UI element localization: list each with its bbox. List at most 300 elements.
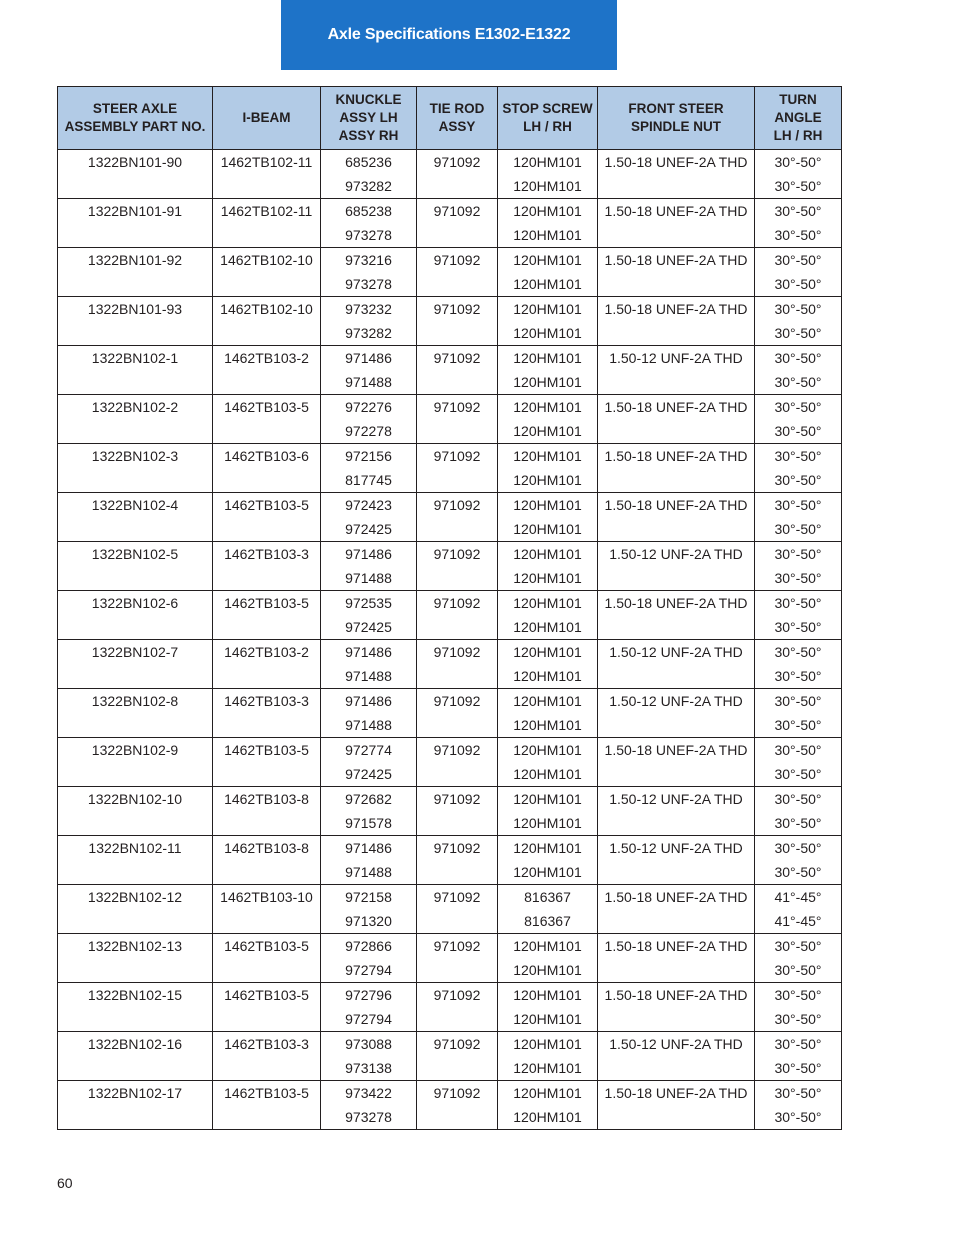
cell-stop-screw-rh: 120HM101 xyxy=(498,566,598,591)
cell-ibeam-blank xyxy=(213,664,321,689)
cell-part-no-blank xyxy=(58,370,213,395)
cell-ibeam: 1462TB103-5 xyxy=(213,395,321,420)
cell-turn-angle-lh: 30°-50° xyxy=(755,934,842,959)
cell-ibeam: 1462TB102-10 xyxy=(213,248,321,273)
cell-tie-rod: 971092 xyxy=(417,346,498,371)
cell-turn-angle-lh: 30°-50° xyxy=(755,689,842,714)
cell-tie-rod: 971092 xyxy=(417,395,498,420)
cell-tie-rod-blank xyxy=(417,517,498,542)
header-line: KNUCKLE xyxy=(335,92,402,107)
table-row xyxy=(58,493,842,518)
cell-part-no-blank xyxy=(58,615,213,640)
cell-stop-screw-lh: 120HM101 xyxy=(498,983,598,1008)
cell-ibeam-blank xyxy=(213,174,321,199)
header-ibeam xyxy=(213,87,321,150)
table-row xyxy=(58,297,842,322)
cell-tie-rod: 971092 xyxy=(417,885,498,910)
table-row xyxy=(58,1032,842,1057)
cell-spindle-nut: 1.50-18 UNEF-2A THD xyxy=(598,444,755,469)
cell-turn-angle-lh: 30°-50° xyxy=(755,836,842,861)
cell-tie-rod: 971092 xyxy=(417,934,498,959)
cell-tie-rod: 971092 xyxy=(417,199,498,224)
cell-stop-screw-lh: 120HM101 xyxy=(498,787,598,812)
header-line: ASSY xyxy=(438,119,476,134)
table-row xyxy=(58,248,842,273)
cell-stop-screw-lh: 120HM101 xyxy=(498,444,598,469)
header-line: I-BEAM xyxy=(242,110,291,125)
cell-part-no: 1322BN101-90 xyxy=(58,150,213,175)
cell-ibeam-blank xyxy=(213,370,321,395)
cell-turn-angle-rh: 30°-50° xyxy=(755,272,842,297)
cell-stop-screw-lh: 120HM101 xyxy=(498,640,598,665)
table-row xyxy=(58,640,842,665)
cell-tie-rod: 971092 xyxy=(417,983,498,1008)
cell-turn-angle-lh: 30°-50° xyxy=(755,1032,842,1057)
cell-part-no-blank xyxy=(58,517,213,542)
cell-knuckle-lh: 685238 xyxy=(321,199,417,224)
cell-turn-angle-rh: 30°-50° xyxy=(755,419,842,444)
table-row xyxy=(58,321,842,346)
cell-tie-rod-blank xyxy=(417,1007,498,1032)
cell-knuckle-lh: 973232 xyxy=(321,297,417,322)
cell-tie-rod: 971092 xyxy=(417,1081,498,1106)
cell-turn-angle-lh: 41°-45° xyxy=(755,885,842,910)
cell-turn-angle-rh: 30°-50° xyxy=(755,1105,842,1130)
table-row xyxy=(58,272,842,297)
cell-spindle-nut: 1.50-18 UNEF-2A THD xyxy=(598,983,755,1008)
cell-ibeam: 1462TB102-11 xyxy=(213,150,321,175)
page-number: 60 xyxy=(57,1175,73,1191)
cell-spindle-nut: 1.50-12 UNF-2A THD xyxy=(598,689,755,714)
table-row xyxy=(58,787,842,812)
table-row xyxy=(58,444,842,469)
cell-turn-angle-rh: 41°-45° xyxy=(755,909,842,934)
cell-ibeam-blank xyxy=(213,321,321,346)
cell-tie-rod-blank xyxy=(417,762,498,787)
cell-spindle-nut: 1.50-18 UNEF-2A THD xyxy=(598,297,755,322)
cell-part-no: 1322BN102-10 xyxy=(58,787,213,812)
cell-part-no: 1322BN102-7 xyxy=(58,640,213,665)
cell-ibeam: 1462TB103-3 xyxy=(213,1032,321,1057)
cell-knuckle-rh: 972278 xyxy=(321,419,417,444)
cell-knuckle-rh: 973282 xyxy=(321,321,417,346)
cell-tie-rod: 971092 xyxy=(417,493,498,518)
cell-stop-screw-rh: 120HM101 xyxy=(498,517,598,542)
cell-stop-screw-lh: 120HM101 xyxy=(498,836,598,861)
table-row xyxy=(58,1056,842,1081)
cell-spindle-nut: 1.50-12 UNF-2A THD xyxy=(598,787,755,812)
cell-knuckle-lh: 972796 xyxy=(321,983,417,1008)
cell-ibeam-blank xyxy=(213,419,321,444)
header-turn-angle xyxy=(755,87,842,150)
header-line: ASSY RH xyxy=(338,128,399,143)
cell-stop-screw-lh: 120HM101 xyxy=(498,1081,598,1106)
cell-stop-screw-rh: 120HM101 xyxy=(498,615,598,640)
cell-stop-screw-lh: 120HM101 xyxy=(498,934,598,959)
cell-knuckle-lh: 972423 xyxy=(321,493,417,518)
cell-part-no: 1322BN102-1 xyxy=(58,346,213,371)
cell-spindle-nut-blank xyxy=(598,1007,755,1032)
cell-knuckle-lh: 685236 xyxy=(321,150,417,175)
cell-ibeam: 1462TB103-5 xyxy=(213,1081,321,1106)
cell-part-no-blank xyxy=(58,811,213,836)
cell-knuckle-lh: 972158 xyxy=(321,885,417,910)
header-tie-rod xyxy=(417,87,498,150)
cell-part-no: 1322BN102-15 xyxy=(58,983,213,1008)
cell-stop-screw-rh: 120HM101 xyxy=(498,370,598,395)
cell-turn-angle-rh: 30°-50° xyxy=(755,517,842,542)
cell-part-no: 1322BN102-5 xyxy=(58,542,213,567)
header-line: STEER AXLE xyxy=(92,101,178,116)
cell-tie-rod-blank xyxy=(417,272,498,297)
cell-turn-angle-lh: 30°-50° xyxy=(755,542,842,567)
cell-turn-angle-rh: 30°-50° xyxy=(755,1007,842,1032)
cell-stop-screw-rh: 120HM101 xyxy=(498,860,598,885)
cell-part-no: 1322BN101-93 xyxy=(58,297,213,322)
cell-part-no-blank xyxy=(58,1105,213,1130)
cell-ibeam-blank xyxy=(213,566,321,591)
cell-spindle-nut-blank xyxy=(598,762,755,787)
cell-turn-angle-lh: 30°-50° xyxy=(755,248,842,273)
cell-knuckle-rh: 971578 xyxy=(321,811,417,836)
cell-tie-rod-blank xyxy=(417,566,498,591)
header-line: TURN xyxy=(779,92,817,107)
cell-stop-screw-lh: 120HM101 xyxy=(498,1032,598,1057)
cell-stop-screw-lh: 120HM101 xyxy=(498,199,598,224)
cell-spindle-nut-blank xyxy=(598,370,755,395)
cell-tie-rod: 971092 xyxy=(417,640,498,665)
cell-turn-angle-lh: 30°-50° xyxy=(755,983,842,1008)
table-row xyxy=(58,591,842,616)
cell-stop-screw-lh: 120HM101 xyxy=(498,395,598,420)
cell-turn-angle-lh: 30°-50° xyxy=(755,395,842,420)
cell-part-no: 1322BN102-12 xyxy=(58,885,213,910)
cell-spindle-nut-blank xyxy=(598,909,755,934)
cell-part-no-blank xyxy=(58,713,213,738)
cell-tie-rod: 971092 xyxy=(417,836,498,861)
cell-knuckle-rh: 971320 xyxy=(321,909,417,934)
cell-tie-rod: 971092 xyxy=(417,1032,498,1057)
header-line: SPINDLE NUT xyxy=(630,119,721,134)
header-line: ANGLE xyxy=(774,110,822,125)
cell-tie-rod-blank xyxy=(417,1105,498,1130)
cell-spindle-nut-blank xyxy=(598,468,755,493)
cell-part-no: 1322BN101-92 xyxy=(58,248,213,273)
cell-ibeam: 1462TB102-10 xyxy=(213,297,321,322)
cell-ibeam-blank xyxy=(213,958,321,983)
cell-spindle-nut: 1.50-12 UNF-2A THD xyxy=(598,836,755,861)
header-line: STOP SCREW xyxy=(502,101,593,116)
cell-stop-screw-rh: 120HM101 xyxy=(498,811,598,836)
cell-knuckle-rh: 973278 xyxy=(321,1105,417,1130)
cell-turn-angle-lh: 30°-50° xyxy=(755,199,842,224)
table-row xyxy=(58,468,842,493)
page-title-banner xyxy=(281,0,617,70)
cell-ibeam-blank xyxy=(213,615,321,640)
cell-part-no: 1322BN102-11 xyxy=(58,836,213,861)
table-row xyxy=(58,223,842,248)
cell-stop-screw-rh: 120HM101 xyxy=(498,762,598,787)
cell-knuckle-rh: 971488 xyxy=(321,860,417,885)
cell-tie-rod-blank xyxy=(417,468,498,493)
cell-turn-angle-lh: 30°-50° xyxy=(755,1081,842,1106)
cell-ibeam-blank xyxy=(213,713,321,738)
cell-spindle-nut: 1.50-18 UNEF-2A THD xyxy=(598,493,755,518)
table-row xyxy=(58,517,842,542)
cell-turn-angle-rh: 30°-50° xyxy=(755,664,842,689)
cell-ibeam: 1462TB102-11 xyxy=(213,199,321,224)
table-row xyxy=(58,909,842,934)
cell-knuckle-rh: 971488 xyxy=(321,566,417,591)
table-row xyxy=(58,346,842,371)
table-row xyxy=(58,542,842,567)
cell-knuckle-rh: 971488 xyxy=(321,713,417,738)
cell-ibeam-blank xyxy=(213,223,321,248)
cell-tie-rod-blank xyxy=(417,223,498,248)
cell-turn-angle-rh: 30°-50° xyxy=(755,468,842,493)
cell-ibeam: 1462TB103-5 xyxy=(213,591,321,616)
cell-tie-rod: 971092 xyxy=(417,248,498,273)
cell-tie-rod: 971092 xyxy=(417,297,498,322)
cell-knuckle-lh: 971486 xyxy=(321,640,417,665)
table-row xyxy=(58,762,842,787)
cell-knuckle-lh: 971486 xyxy=(321,689,417,714)
cell-stop-screw-rh: 120HM101 xyxy=(498,174,598,199)
cell-stop-screw-lh: 120HM101 xyxy=(498,738,598,763)
header-knuckle xyxy=(321,87,417,150)
cell-stop-screw-lh: 120HM101 xyxy=(498,493,598,518)
cell-ibeam-blank xyxy=(213,811,321,836)
cell-knuckle-lh: 971486 xyxy=(321,542,417,567)
cell-tie-rod: 971092 xyxy=(417,591,498,616)
cell-knuckle-lh: 973088 xyxy=(321,1032,417,1057)
cell-part-no-blank xyxy=(58,1007,213,1032)
header-line: FRONT STEER xyxy=(628,101,724,116)
cell-stop-screw-rh: 120HM101 xyxy=(498,419,598,444)
header-line: ASSEMBLY PART NO. xyxy=(64,119,206,134)
cell-spindle-nut-blank xyxy=(598,713,755,738)
cell-turn-angle-rh: 30°-50° xyxy=(755,713,842,738)
header-line: ASSY LH xyxy=(339,110,398,125)
cell-ibeam-blank xyxy=(213,762,321,787)
cell-spindle-nut: 1.50-18 UNEF-2A THD xyxy=(598,1081,755,1106)
cell-turn-angle-rh: 30°-50° xyxy=(755,811,842,836)
table-row xyxy=(58,395,842,420)
cell-spindle-nut-blank xyxy=(598,811,755,836)
cell-spindle-nut: 1.50-12 UNF-2A THD xyxy=(598,346,755,371)
cell-ibeam: 1462TB103-5 xyxy=(213,934,321,959)
cell-knuckle-lh: 972156 xyxy=(321,444,417,469)
cell-ibeam-blank xyxy=(213,1056,321,1081)
cell-turn-angle-lh: 30°-50° xyxy=(755,346,842,371)
cell-spindle-nut-blank xyxy=(598,321,755,346)
cell-knuckle-rh: 971488 xyxy=(321,664,417,689)
cell-part-no: 1322BN102-6 xyxy=(58,591,213,616)
cell-stop-screw-lh: 120HM101 xyxy=(498,542,598,567)
cell-part-no-blank xyxy=(58,1056,213,1081)
cell-turn-angle-rh: 30°-50° xyxy=(755,370,842,395)
cell-part-no-blank xyxy=(58,321,213,346)
cell-part-no-blank xyxy=(58,223,213,248)
table-row xyxy=(58,934,842,959)
table-row xyxy=(58,958,842,983)
page-title: Axle Specifications E1302-E1322 xyxy=(327,26,571,43)
table-row xyxy=(58,150,842,175)
cell-turn-angle-lh: 30°-50° xyxy=(755,787,842,812)
cell-spindle-nut: 1.50-12 UNF-2A THD xyxy=(598,640,755,665)
cell-part-no: 1322BN102-4 xyxy=(58,493,213,518)
cell-knuckle-rh: 972794 xyxy=(321,958,417,983)
cell-part-no-blank xyxy=(58,958,213,983)
cell-stop-screw-rh: 120HM101 xyxy=(498,223,598,248)
cell-ibeam: 1462TB103-5 xyxy=(213,493,321,518)
cell-tie-rod-blank xyxy=(417,909,498,934)
cell-tie-rod: 971092 xyxy=(417,542,498,567)
cell-ibeam: 1462TB103-8 xyxy=(213,787,321,812)
cell-tie-rod: 971092 xyxy=(417,444,498,469)
table-row xyxy=(58,689,842,714)
cell-spindle-nut-blank xyxy=(598,1105,755,1130)
cell-spindle-nut-blank xyxy=(598,1056,755,1081)
cell-turn-angle-lh: 30°-50° xyxy=(755,591,842,616)
table-body xyxy=(58,150,842,1130)
cell-knuckle-rh: 973282 xyxy=(321,174,417,199)
cell-stop-screw-rh: 816367 xyxy=(498,909,598,934)
table-row xyxy=(58,983,842,1008)
cell-part-no-blank xyxy=(58,468,213,493)
cell-spindle-nut-blank xyxy=(598,272,755,297)
table-header-row xyxy=(58,87,842,150)
cell-tie-rod: 971092 xyxy=(417,738,498,763)
cell-part-no: 1322BN102-8 xyxy=(58,689,213,714)
cell-ibeam-blank xyxy=(213,909,321,934)
cell-turn-angle-rh: 30°-50° xyxy=(755,174,842,199)
cell-spindle-nut: 1.50-18 UNEF-2A THD xyxy=(598,199,755,224)
cell-spindle-nut: 1.50-12 UNF-2A THD xyxy=(598,1032,755,1057)
cell-turn-angle-lh: 30°-50° xyxy=(755,444,842,469)
cell-tie-rod-blank xyxy=(417,1056,498,1081)
cell-spindle-nut-blank xyxy=(598,419,755,444)
cell-part-no: 1322BN102-16 xyxy=(58,1032,213,1057)
cell-turn-angle-rh: 30°-50° xyxy=(755,958,842,983)
cell-stop-screw-rh: 120HM101 xyxy=(498,1105,598,1130)
cell-stop-screw-lh: 120HM101 xyxy=(498,591,598,616)
cell-spindle-nut-blank xyxy=(598,517,755,542)
table-row xyxy=(58,419,842,444)
cell-tie-rod-blank xyxy=(417,860,498,885)
cell-turn-angle-lh: 30°-50° xyxy=(755,150,842,175)
cell-tie-rod-blank xyxy=(417,811,498,836)
cell-ibeam: 1462TB103-3 xyxy=(213,689,321,714)
cell-stop-screw-lh: 120HM101 xyxy=(498,248,598,273)
cell-tie-rod-blank xyxy=(417,958,498,983)
cell-spindle-nut: 1.50-12 UNF-2A THD xyxy=(598,542,755,567)
header-line: LH / RH xyxy=(523,119,572,134)
cell-knuckle-rh: 972425 xyxy=(321,615,417,640)
cell-knuckle-lh: 972866 xyxy=(321,934,417,959)
table-row xyxy=(58,566,842,591)
cell-part-no-blank xyxy=(58,860,213,885)
cell-knuckle-lh: 972774 xyxy=(321,738,417,763)
cell-turn-angle-lh: 30°-50° xyxy=(755,493,842,518)
cell-part-no-blank xyxy=(58,566,213,591)
cell-ibeam: 1462TB103-5 xyxy=(213,738,321,763)
cell-tie-rod-blank xyxy=(417,664,498,689)
cell-turn-angle-rh: 30°-50° xyxy=(755,1056,842,1081)
cell-part-no: 1322BN101-91 xyxy=(58,199,213,224)
cell-spindle-nut: 1.50-18 UNEF-2A THD xyxy=(598,395,755,420)
cell-stop-screw-rh: 120HM101 xyxy=(498,664,598,689)
cell-knuckle-rh: 817745 xyxy=(321,468,417,493)
table-row xyxy=(58,811,842,836)
cell-tie-rod-blank xyxy=(417,419,498,444)
cell-spindle-nut-blank xyxy=(598,174,755,199)
cell-spindle-nut: 1.50-18 UNEF-2A THD xyxy=(598,885,755,910)
cell-spindle-nut-blank xyxy=(598,860,755,885)
cell-tie-rod-blank xyxy=(417,370,498,395)
cell-turn-angle-lh: 30°-50° xyxy=(755,640,842,665)
cell-turn-angle-rh: 30°-50° xyxy=(755,762,842,787)
cell-part-no: 1322BN102-13 xyxy=(58,934,213,959)
header-line: TIE ROD xyxy=(429,101,485,116)
cell-spindle-nut: 1.50-18 UNEF-2A THD xyxy=(598,248,755,273)
cell-part-no: 1322BN102-17 xyxy=(58,1081,213,1106)
cell-part-no-blank xyxy=(58,174,213,199)
cell-ibeam: 1462TB103-2 xyxy=(213,346,321,371)
cell-part-no: 1322BN102-3 xyxy=(58,444,213,469)
cell-tie-rod-blank xyxy=(417,321,498,346)
cell-knuckle-rh: 971488 xyxy=(321,370,417,395)
cell-stop-screw-rh: 120HM101 xyxy=(498,1056,598,1081)
table-row xyxy=(58,174,842,199)
cell-spindle-nut-blank xyxy=(598,566,755,591)
table-row xyxy=(58,885,842,910)
table-row xyxy=(58,836,842,861)
cell-ibeam: 1462TB103-3 xyxy=(213,542,321,567)
header-part-no xyxy=(58,87,213,150)
cell-spindle-nut-blank xyxy=(598,615,755,640)
cell-turn-angle-lh: 30°-50° xyxy=(755,738,842,763)
cell-knuckle-lh: 971486 xyxy=(321,836,417,861)
cell-part-no-blank xyxy=(58,909,213,934)
cell-spindle-nut: 1.50-18 UNEF-2A THD xyxy=(598,591,755,616)
cell-knuckle-lh: 973216 xyxy=(321,248,417,273)
cell-spindle-nut: 1.50-18 UNEF-2A THD xyxy=(598,150,755,175)
cell-stop-screw-lh: 120HM101 xyxy=(498,150,598,175)
cell-spindle-nut-blank xyxy=(598,958,755,983)
cell-turn-angle-rh: 30°-50° xyxy=(755,321,842,346)
cell-stop-screw-lh: 120HM101 xyxy=(498,346,598,371)
cell-knuckle-rh: 973138 xyxy=(321,1056,417,1081)
cell-part-no-blank xyxy=(58,762,213,787)
cell-tie-rod: 971092 xyxy=(417,150,498,175)
cell-stop-screw-rh: 120HM101 xyxy=(498,958,598,983)
cell-ibeam-blank xyxy=(213,860,321,885)
cell-knuckle-lh: 973422 xyxy=(321,1081,417,1106)
cell-ibeam: 1462TB103-2 xyxy=(213,640,321,665)
header-stop-screw xyxy=(498,87,598,150)
cell-knuckle-lh: 971486 xyxy=(321,346,417,371)
cell-part-no-blank xyxy=(58,664,213,689)
cell-tie-rod-blank xyxy=(417,713,498,738)
cell-ibeam-blank xyxy=(213,468,321,493)
cell-stop-screw-rh: 120HM101 xyxy=(498,1007,598,1032)
cell-stop-screw-rh: 120HM101 xyxy=(498,321,598,346)
cell-knuckle-rh: 972425 xyxy=(321,517,417,542)
cell-tie-rod-blank xyxy=(417,174,498,199)
cell-stop-screw-rh: 120HM101 xyxy=(498,272,598,297)
cell-part-no-blank xyxy=(58,419,213,444)
